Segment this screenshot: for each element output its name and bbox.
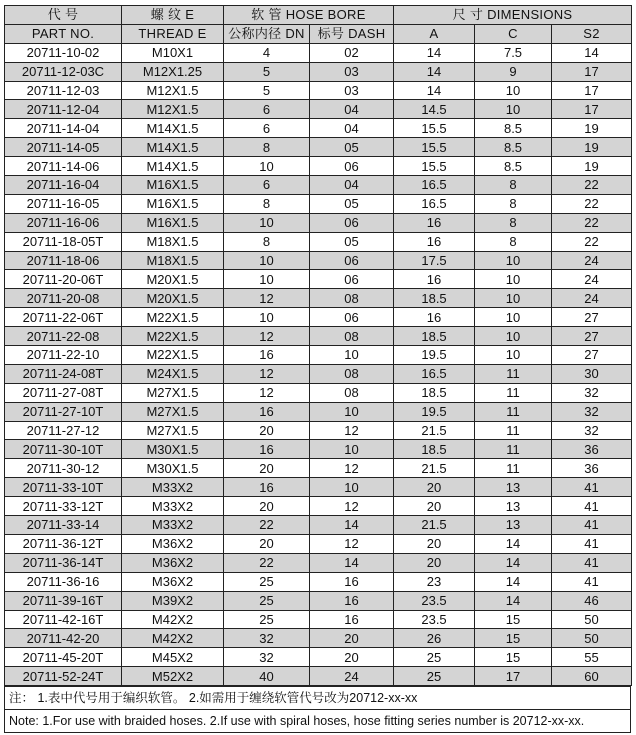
- cell-dash: 10: [310, 440, 394, 459]
- cell-dim-c: 8: [475, 232, 552, 251]
- cell-part-no: 20711-12-03: [5, 81, 122, 100]
- header-thread-cn: 螺 纹 E: [122, 6, 224, 25]
- cell-dim-c: 11: [475, 421, 552, 440]
- header-part-en: PART NO.: [5, 24, 122, 43]
- cell-dim-s2: 27: [552, 346, 632, 365]
- cell-dn: 10: [224, 251, 310, 270]
- cell-dash: 08: [310, 383, 394, 402]
- cell-dn: 20: [224, 459, 310, 478]
- cell-dash: 05: [310, 232, 394, 251]
- cell-dash: 24: [310, 667, 394, 686]
- cell-thread: M12X1.5: [122, 81, 224, 100]
- cell-dim-a: 26: [394, 629, 475, 648]
- cell-dim-s2: 24: [552, 289, 632, 308]
- table-row: [5, 289, 632, 308]
- cell-dim-s2: 41: [552, 516, 632, 535]
- cell-dim-c: 8: [475, 194, 552, 213]
- cell-dn: 25: [224, 591, 310, 610]
- cell-thread: M18X1.5: [122, 232, 224, 251]
- cell-dim-c: 7.5: [475, 43, 552, 62]
- cell-dn: 6: [224, 176, 310, 195]
- cell-dn: 25: [224, 572, 310, 591]
- cell-dim-c: 13: [475, 516, 552, 535]
- cell-dash: 06: [310, 308, 394, 327]
- cell-dash: 08: [310, 327, 394, 346]
- cell-dash: 06: [310, 270, 394, 289]
- table-row: [5, 119, 632, 138]
- note-english: Note: 1.For use with braided hoses. 2.If use with spiral hoses, hose fitting series number is 20712-xx-xx.: [4, 710, 631, 733]
- cell-dim-a: 16: [394, 213, 475, 232]
- cell-dim-s2: 30: [552, 364, 632, 383]
- cell-dash: 05: [310, 194, 394, 213]
- cell-dn: 20: [224, 421, 310, 440]
- cell-dn: 12: [224, 289, 310, 308]
- cell-thread: M22X1.5: [122, 308, 224, 327]
- cell-dn: 12: [224, 364, 310, 383]
- table-row: [5, 440, 632, 459]
- table-row: [5, 327, 632, 346]
- cell-thread: M20X1.5: [122, 270, 224, 289]
- cell-dim-c: 8.5: [475, 119, 552, 138]
- cell-dim-a: 25: [394, 667, 475, 686]
- cell-part-no: 20711-52-24T: [5, 667, 122, 686]
- cell-dn: 6: [224, 100, 310, 119]
- cell-dim-a: 15.5: [394, 138, 475, 157]
- cell-dim-s2: 22: [552, 232, 632, 251]
- cell-dash: 04: [310, 176, 394, 195]
- cell-dim-s2: 50: [552, 629, 632, 648]
- cell-part-no: 20711-33-12T: [5, 497, 122, 516]
- cell-dn: 25: [224, 610, 310, 629]
- cell-dim-c: 10: [475, 327, 552, 346]
- cell-dim-s2: 19: [552, 119, 632, 138]
- cell-dim-s2: 17: [552, 81, 632, 100]
- cell-dim-s2: 32: [552, 402, 632, 421]
- cell-dim-c: 10: [475, 81, 552, 100]
- cell-dim-s2: 24: [552, 270, 632, 289]
- cell-dim-a: 23.5: [394, 610, 475, 629]
- cell-part-no: 20711-10-02: [5, 43, 122, 62]
- cell-dn: 6: [224, 119, 310, 138]
- cell-dim-s2: 50: [552, 610, 632, 629]
- cell-dim-s2: 27: [552, 308, 632, 327]
- cell-part-no: 20711-36-14T: [5, 553, 122, 572]
- cell-dim-c: 14: [475, 534, 552, 553]
- table-row: [5, 497, 632, 516]
- cell-part-no: 20711-18-06: [5, 251, 122, 270]
- cell-dash: 12: [310, 421, 394, 440]
- cell-dn: 10: [224, 308, 310, 327]
- cell-dim-a: 15.5: [394, 157, 475, 176]
- cell-dim-s2: 32: [552, 383, 632, 402]
- cell-dim-s2: 14: [552, 43, 632, 62]
- table-row: [5, 232, 632, 251]
- table-row: [5, 402, 632, 421]
- cell-dash: 10: [310, 402, 394, 421]
- cell-dim-s2: 41: [552, 572, 632, 591]
- header-thread-en: THREAD E: [122, 24, 224, 43]
- cell-dash: 14: [310, 553, 394, 572]
- table-row: [5, 346, 632, 365]
- cell-dn: 8: [224, 138, 310, 157]
- cell-dn: 5: [224, 62, 310, 81]
- cell-thread: M14X1.5: [122, 157, 224, 176]
- cell-part-no: 20711-16-04: [5, 176, 122, 195]
- cell-part-no: 20711-22-06T: [5, 308, 122, 327]
- cell-part-no: 20711-27-12: [5, 421, 122, 440]
- cell-thread: M42X2: [122, 610, 224, 629]
- header-row-bottom: [5, 24, 632, 43]
- cell-dim-s2: 36: [552, 459, 632, 478]
- cell-thread: M39X2: [122, 591, 224, 610]
- cell-thread: M45X2: [122, 648, 224, 667]
- cell-dim-c: 11: [475, 402, 552, 421]
- cell-thread: M52X2: [122, 667, 224, 686]
- cell-dim-s2: 19: [552, 138, 632, 157]
- cell-dash: 04: [310, 119, 394, 138]
- table-row: [5, 516, 632, 535]
- cell-dim-c: 17: [475, 667, 552, 686]
- hose-fitting-spec-table: [4, 5, 632, 686]
- cell-dim-a: 16: [394, 232, 475, 251]
- cell-dim-a: 23.5: [394, 591, 475, 610]
- cell-dim-c: 10: [475, 100, 552, 119]
- table-row: [5, 81, 632, 100]
- cell-part-no: 20711-27-08T: [5, 383, 122, 402]
- cell-dim-a: 14: [394, 43, 475, 62]
- cell-dim-a: 20: [394, 497, 475, 516]
- cell-dn: 4: [224, 43, 310, 62]
- cell-dn: 16: [224, 478, 310, 497]
- cell-dim-s2: 41: [552, 553, 632, 572]
- header-c: C: [475, 24, 552, 43]
- cell-dash: 10: [310, 478, 394, 497]
- cell-dim-a: 16.5: [394, 194, 475, 213]
- cell-dn: 32: [224, 629, 310, 648]
- cell-part-no: 20711-24-08T: [5, 364, 122, 383]
- cell-dim-s2: 46: [552, 591, 632, 610]
- cell-thread: M30X1.5: [122, 440, 224, 459]
- cell-dim-a: 16.5: [394, 176, 475, 195]
- cell-thread: M33X2: [122, 497, 224, 516]
- table-row: [5, 572, 632, 591]
- cell-dim-c: 8.5: [475, 138, 552, 157]
- cell-dim-s2: 17: [552, 62, 632, 81]
- cell-dash: 16: [310, 591, 394, 610]
- table-row: [5, 629, 632, 648]
- cell-dim-a: 14: [394, 62, 475, 81]
- cell-dim-c: 15: [475, 648, 552, 667]
- cell-part-no: 20711-14-05: [5, 138, 122, 157]
- table-row: [5, 459, 632, 478]
- cell-dim-c: 13: [475, 497, 552, 516]
- cell-dn: 32: [224, 648, 310, 667]
- cell-dash: 08: [310, 364, 394, 383]
- table-row: [5, 534, 632, 553]
- cell-dash: 04: [310, 100, 394, 119]
- table-row: [5, 648, 632, 667]
- table-row: [5, 213, 632, 232]
- cell-dn: 40: [224, 667, 310, 686]
- cell-dim-a: 21.5: [394, 459, 475, 478]
- cell-dim-c: 13: [475, 478, 552, 497]
- cell-dim-s2: 22: [552, 194, 632, 213]
- cell-thread: M24X1.5: [122, 364, 224, 383]
- cell-dim-a: 15.5: [394, 119, 475, 138]
- cell-dn: 16: [224, 440, 310, 459]
- cell-dim-a: 20: [394, 553, 475, 572]
- cell-dim-a: 16: [394, 270, 475, 289]
- cell-dim-s2: 55: [552, 648, 632, 667]
- cell-dash: 02: [310, 43, 394, 62]
- cell-dn: 16: [224, 402, 310, 421]
- cell-thread: M27X1.5: [122, 421, 224, 440]
- cell-thread: M36X2: [122, 534, 224, 553]
- cell-dash: 06: [310, 213, 394, 232]
- header-part-cn: 代 号: [5, 6, 122, 25]
- cell-thread: M12X1.25: [122, 62, 224, 81]
- cell-thread: M33X2: [122, 478, 224, 497]
- cell-dn: 12: [224, 327, 310, 346]
- header-s2: S2: [552, 24, 632, 43]
- cell-dim-s2: 24: [552, 251, 632, 270]
- cell-dim-s2: 60: [552, 667, 632, 686]
- table-row: [5, 553, 632, 572]
- cell-dim-c: 8: [475, 176, 552, 195]
- table-row: [5, 383, 632, 402]
- cell-dn: 5: [224, 81, 310, 100]
- cell-dim-c: 14: [475, 572, 552, 591]
- cell-part-no: 20711-16-05: [5, 194, 122, 213]
- cell-dn: 22: [224, 553, 310, 572]
- table-row: [5, 62, 632, 81]
- cell-thread: M16X1.5: [122, 213, 224, 232]
- cell-dim-s2: 22: [552, 213, 632, 232]
- cell-dim-a: 18.5: [394, 440, 475, 459]
- cell-dn: 8: [224, 232, 310, 251]
- cell-thread: M14X1.5: [122, 138, 224, 157]
- cell-dn: 10: [224, 213, 310, 232]
- cell-dn: 10: [224, 157, 310, 176]
- cell-part-no: 20711-30-12: [5, 459, 122, 478]
- cell-part-no: 20711-22-08: [5, 327, 122, 346]
- cell-part-no: 20711-22-10: [5, 346, 122, 365]
- cell-part-no: 20711-45-20T: [5, 648, 122, 667]
- cell-dim-s2: 17: [552, 100, 632, 119]
- header-a: A: [394, 24, 475, 43]
- cell-dash: 12: [310, 497, 394, 516]
- cell-dim-a: 18.5: [394, 383, 475, 402]
- cell-dash: 12: [310, 534, 394, 553]
- table-row: [5, 100, 632, 119]
- cell-dn: 16: [224, 346, 310, 365]
- cell-thread: M16X1.5: [122, 176, 224, 195]
- cell-dim-c: 15: [475, 610, 552, 629]
- cell-dash: 03: [310, 81, 394, 100]
- cell-dim-c: 11: [475, 459, 552, 478]
- cell-dim-c: 9: [475, 62, 552, 81]
- table-row: [5, 270, 632, 289]
- header-dimensions: 尺 寸 DIMENSIONS: [394, 6, 632, 25]
- cell-thread: M36X2: [122, 553, 224, 572]
- table-row: [5, 176, 632, 195]
- cell-dim-c: 10: [475, 289, 552, 308]
- cell-dim-s2: 32: [552, 421, 632, 440]
- table-body: [5, 43, 632, 685]
- cell-dim-a: 14: [394, 81, 475, 100]
- cell-dash: 12: [310, 459, 394, 478]
- table-row: [5, 478, 632, 497]
- cell-part-no: 20711-27-10T: [5, 402, 122, 421]
- table-row: [5, 308, 632, 327]
- table-row: [5, 194, 632, 213]
- cell-part-no: 20711-20-06T: [5, 270, 122, 289]
- cell-dim-a: 19.5: [394, 346, 475, 365]
- cell-part-no: 20711-42-20: [5, 629, 122, 648]
- cell-dn: 20: [224, 534, 310, 553]
- cell-dn: 22: [224, 516, 310, 535]
- cell-dim-c: 15: [475, 629, 552, 648]
- cell-dim-a: 16: [394, 308, 475, 327]
- table-row: [5, 138, 632, 157]
- cell-part-no: 20711-12-03C: [5, 62, 122, 81]
- cell-dim-s2: 36: [552, 440, 632, 459]
- cell-thread: M18X1.5: [122, 251, 224, 270]
- cell-dim-a: 20: [394, 478, 475, 497]
- cell-dim-a: 25: [394, 648, 475, 667]
- cell-dash: 16: [310, 610, 394, 629]
- cell-thread: M20X1.5: [122, 289, 224, 308]
- cell-thread: M30X1.5: [122, 459, 224, 478]
- cell-dim-c: 11: [475, 440, 552, 459]
- cell-thread: M22X1.5: [122, 327, 224, 346]
- cell-dim-s2: 22: [552, 176, 632, 195]
- table-row: [5, 421, 632, 440]
- cell-dash: 16: [310, 572, 394, 591]
- cell-dn: 10: [224, 270, 310, 289]
- table-row: [5, 251, 632, 270]
- cell-dim-a: 21.5: [394, 516, 475, 535]
- cell-dim-s2: 27: [552, 327, 632, 346]
- cell-dim-c: 10: [475, 251, 552, 270]
- cell-dash: 14: [310, 516, 394, 535]
- header-dn: 公称内径 DN: [224, 24, 310, 43]
- cell-part-no: 20711-16-06: [5, 213, 122, 232]
- cell-part-no: 20711-42-16T: [5, 610, 122, 629]
- cell-part-no: 20711-20-08: [5, 289, 122, 308]
- cell-dash: 20: [310, 648, 394, 667]
- cell-dim-s2: 19: [552, 157, 632, 176]
- cell-dash: 06: [310, 251, 394, 270]
- table-row: [5, 157, 632, 176]
- cell-thread: M10X1: [122, 43, 224, 62]
- cell-part-no: 20711-30-10T: [5, 440, 122, 459]
- cell-dim-s2: 41: [552, 534, 632, 553]
- cell-thread: M22X1.5: [122, 346, 224, 365]
- cell-thread: M42X2: [122, 629, 224, 648]
- cell-thread: M36X2: [122, 572, 224, 591]
- cell-dash: 08: [310, 289, 394, 308]
- cell-dim-c: 8: [475, 213, 552, 232]
- cell-dash: 06: [310, 157, 394, 176]
- cell-part-no: 20711-36-16: [5, 572, 122, 591]
- cell-thread: M14X1.5: [122, 119, 224, 138]
- cell-dim-a: 20: [394, 534, 475, 553]
- cell-dn: 20: [224, 497, 310, 516]
- cell-part-no: 20711-18-05T: [5, 232, 122, 251]
- cell-part-no: 20711-33-14: [5, 516, 122, 535]
- table-row: [5, 667, 632, 686]
- cell-part-no: 20711-36-12T: [5, 534, 122, 553]
- cell-thread: M27X1.5: [122, 383, 224, 402]
- table-row: [5, 364, 632, 383]
- table-row: [5, 610, 632, 629]
- cell-dim-c: 14: [475, 553, 552, 572]
- cell-dim-s2: 41: [552, 497, 632, 516]
- table-row: [5, 591, 632, 610]
- cell-dim-c: 10: [475, 308, 552, 327]
- cell-dim-s2: 41: [552, 478, 632, 497]
- cell-dash: 10: [310, 346, 394, 365]
- cell-part-no: 20711-14-06: [5, 157, 122, 176]
- table-row: [5, 43, 632, 62]
- cell-thread: M16X1.5: [122, 194, 224, 213]
- header-row-top: [5, 6, 632, 25]
- cell-dim-c: 10: [475, 270, 552, 289]
- cell-dim-c: 14: [475, 591, 552, 610]
- cell-dash: 05: [310, 138, 394, 157]
- cell-thread: M27X1.5: [122, 402, 224, 421]
- cell-part-no: 20711-33-10T: [5, 478, 122, 497]
- header-dash: 标号 DASH: [310, 24, 394, 43]
- cell-part-no: 20711-12-04: [5, 100, 122, 119]
- cell-dn: 12: [224, 383, 310, 402]
- cell-dash: 20: [310, 629, 394, 648]
- cell-dim-a: 18.5: [394, 289, 475, 308]
- cell-dim-c: 10: [475, 346, 552, 365]
- cell-dim-c: 8.5: [475, 157, 552, 176]
- cell-thread: M12X1.5: [122, 100, 224, 119]
- cell-dim-a: 23: [394, 572, 475, 591]
- cell-dim-c: 11: [475, 364, 552, 383]
- cell-dim-a: 19.5: [394, 402, 475, 421]
- cell-dim-a: 16.5: [394, 364, 475, 383]
- cell-dim-a: 17.5: [394, 251, 475, 270]
- cell-part-no: 20711-39-16T: [5, 591, 122, 610]
- header-hose-bore: 软 管 HOSE BORE: [224, 6, 394, 25]
- cell-dim-a: 18.5: [394, 327, 475, 346]
- cell-dim-c: 11: [475, 383, 552, 402]
- cell-dim-a: 21.5: [394, 421, 475, 440]
- cell-dn: 8: [224, 194, 310, 213]
- cell-dash: 03: [310, 62, 394, 81]
- cell-part-no: 20711-14-04: [5, 119, 122, 138]
- cell-dim-a: 14.5: [394, 100, 475, 119]
- note-chinese: 注： 1.表中代号用于编织软管。 2.如需用于缠绕软管代号改为20712-xx-xx: [4, 686, 631, 710]
- cell-thread: M33X2: [122, 516, 224, 535]
- spec-table-container: [4, 5, 631, 733]
